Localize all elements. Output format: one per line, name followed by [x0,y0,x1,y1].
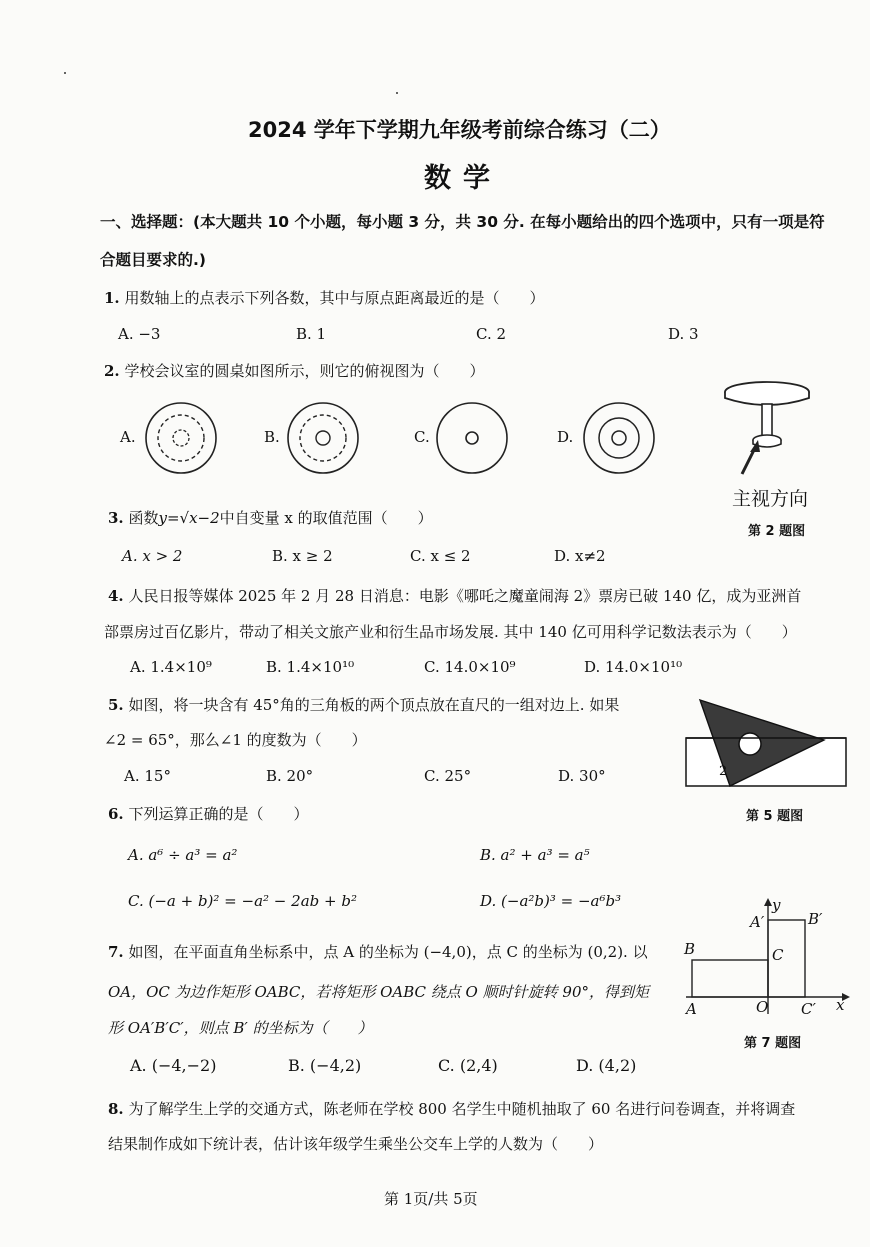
question-text: 下列运算正确的是（ ） [128,805,309,823]
question-1 [104,287,544,308]
point-label-a-prime: A′ [750,913,765,931]
option-c-label: C. [414,428,430,446]
point-label-a: A [686,1000,697,1018]
option-b: B. 1.4×10¹⁰ [266,658,355,676]
question-5 [108,694,619,715]
top-view-option-b [286,401,360,475]
question-7-cont2: 形 OA′B′C′，则点 B′ 的坐标为（ ） [108,1019,373,1037]
question-6 [108,803,308,824]
question-text: 如图，将一块含有 45°角的三角板的两个顶点放在直尺的一组对边上. 如果 [128,696,620,714]
option-d: D. 30° [558,767,606,785]
option-c: C. (−a + b)² = −a² − 2ab + b² [128,892,357,910]
option-a: A. a⁶ ÷ a³ = a² [128,846,238,864]
axis-label-x: x [836,996,845,1014]
top-view-option-c [435,401,509,475]
option-c: C. x ≤ 2 [410,547,471,565]
question-4-cont: 部票房过百亿影片，带动了相关文旅产业和衍生品市场发展. 其中 140 亿可用科学记数法表示为（ ） [104,623,797,641]
question-text: 人民日报等媒体 2025 年 2 月 28 日消息：电影《哪吒之魔童闹海 2》票房已破 140 亿，成为亚洲首 [128,587,802,605]
question-number: 4. [108,587,124,605]
option-c: C. (2,4) [438,1056,498,1075]
option-b: B. 20° [266,767,314,785]
option-c: C. 2 [476,325,507,343]
figure-caption: 第 7 题图 [744,1036,802,1051]
question-number: 5. [108,696,124,714]
option-b: B. a² + a³ = a⁵ [480,846,590,864]
scan-speck [64,72,66,74]
option-a-label: A. [120,428,136,446]
question-number: 3. [108,509,124,527]
axis-label-y: y [772,896,781,914]
option-c: C. 14.0×10⁹ [424,658,516,676]
option-b-label: B. [264,428,280,446]
question-number: 8. [108,1100,124,1118]
option-a: A. −3 [118,325,161,343]
option-a: A. (−4,−2) [130,1056,217,1075]
option-d: D. 14.0×10¹⁰ [584,658,683,676]
option-d: D. (4,2) [576,1056,637,1075]
option-a: A. 1.4×10⁹ [130,658,212,676]
question-8 [108,1098,795,1119]
point-label-b: B [684,940,696,958]
angle-2-label: 2 [719,764,728,779]
function-formula: y=√x−2 [158,509,220,527]
option-b: B. 1 [296,325,327,343]
question-number: 6. [108,805,124,823]
option-d: D. (−a²b)³ = −a⁶b³ [480,892,622,910]
option-d: D. 3 [668,325,699,343]
coordinate-figure [686,896,854,1016]
subject-title: 数学 [424,163,502,194]
section-heading: 一、选择题：(本大题共 10 个小题，每小题 3 分，共 30 分. 在每小题给出的四个选项中，只有一项是符 [100,213,825,231]
question-2 [104,360,484,381]
question-number: 1. [104,289,120,307]
question-number: 2. [104,362,120,380]
point-label-o: O [756,998,769,1016]
point-label-c-prime: C′ [801,1000,816,1018]
figure-caption: 第 2 题图 [748,524,806,539]
question-text-post: 中自变量 x 的取值范围（ ） [219,509,433,527]
question-7 [108,941,648,962]
question-text-pre: 函数 [128,509,159,527]
top-view-option-d [582,401,656,475]
scan-speck [396,92,398,94]
ruler-triangle-figure [684,694,848,794]
question-3 [108,507,433,528]
option-b: B. x ≥ 2 [272,547,333,565]
figure-caption: 第 5 题图 [746,809,804,824]
section-heading-cont: 合题目要求的.) [100,251,206,269]
page-title: 2024 学年下学期九年级考前综合练习（二） [248,118,671,142]
option-b: B. (−4,2) [288,1056,362,1075]
point-label-b-prime: B′ [808,910,823,928]
question-text: 用数轴上的点表示下列各数，其中与原点距离最近的是（ ） [124,289,545,307]
question-number: 7. [108,943,124,961]
top-view-option-a [144,401,218,475]
option-d-label: D. [557,428,574,446]
round-table-figure [722,378,812,488]
question-text: 学校会议室的圆桌如图所示，则它的俯视图为（ ） [124,362,485,380]
question-8-cont: 结果制作成如下统计表，估计该年级学生乘坐公交车上学的人数为（ ） [108,1135,604,1153]
question-text: 如图，在平面直角坐标系中，点 A 的坐标为 (−4,0)，点 C 的坐标为 (0,2). 以 [128,943,648,961]
question-5-cont: ∠2 = 65°，那么∠1 的度数为（ ） [104,731,367,749]
view-direction-label: 主视方向 [732,488,809,510]
point-label-c: C [772,946,784,964]
option-d: D. x≠2 [554,547,606,565]
option-a: A. 15° [124,767,171,785]
page-number: 第 1页/共 5页 [384,1190,478,1208]
question-text: 为了解学生上学的交通方式，陈老师在学校 800 名学生中随机抽取了 60 名进行问卷调查，并将调查 [128,1100,796,1118]
question-4 [108,585,801,606]
option-c: C. 25° [424,767,472,785]
option-a: A. x > 2 [122,547,183,565]
question-7-cont: OA，OC 为边作矩形 OABC，若将矩形 OABC 绕点 O 顺时针旋转 90°，得到矩 [108,983,649,1001]
